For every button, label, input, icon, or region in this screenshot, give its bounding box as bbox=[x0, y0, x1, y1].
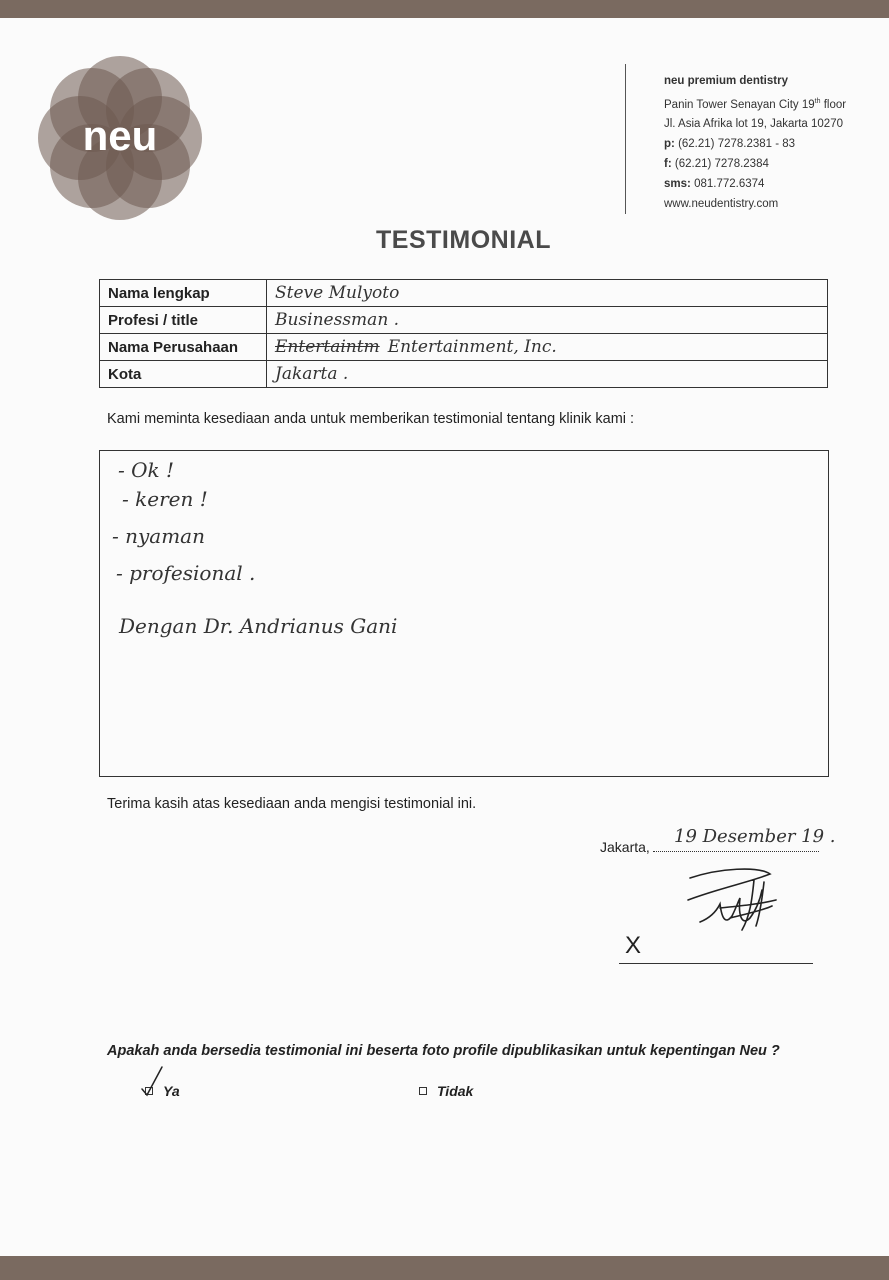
company-value: Entertainment, Inc. bbox=[387, 337, 557, 357]
bottom-border-bar bbox=[0, 1256, 889, 1280]
name-value[interactable]: Steve Mulyoto bbox=[267, 280, 828, 307]
testimonial-line: - keren ! bbox=[122, 487, 208, 511]
website-line: www.neudentistry.com bbox=[664, 197, 779, 210]
table-row bbox=[100, 280, 828, 307]
city-label: Kota bbox=[100, 361, 267, 388]
profession-label: Profesi / title bbox=[100, 307, 267, 334]
consent-no-checkbox[interactable] bbox=[419, 1087, 427, 1095]
neu-logo bbox=[32, 50, 208, 226]
consent-yes-label: Ya bbox=[163, 1083, 180, 1099]
company-struck-text: Entertaintm bbox=[275, 337, 380, 357]
address-line-1: Panin Tower Senayan City 19th floor bbox=[664, 97, 847, 111]
company-name: neu premium dentistry bbox=[664, 75, 788, 87]
testimonial-line: - Ok ! bbox=[118, 458, 175, 482]
request-text: Kami meminta kesediaan anda untuk memberikan testimonial tentang klinik kami : bbox=[107, 411, 635, 427]
date-value[interactable]: 19 Desember 19 . bbox=[674, 826, 836, 847]
date-dotted-line bbox=[653, 851, 819, 852]
name-label: Nama lengkap bbox=[100, 280, 267, 307]
phone-line: p: (62.21) 7278.2381 - 83 bbox=[664, 138, 796, 151]
fax-line: f: (62.21) 7278.2384 bbox=[664, 158, 769, 171]
company-label: Nama Perusahaan bbox=[100, 334, 267, 361]
checkmark-icon bbox=[138, 1063, 168, 1103]
testimonial-line: - profesional . bbox=[116, 561, 256, 585]
company-value-cell[interactable] bbox=[267, 334, 828, 361]
testimonial-line: - nyaman bbox=[112, 524, 205, 548]
thanks-text: Terima kasih atas kesediaan anda mengisi testimonial ini. bbox=[107, 796, 477, 812]
address-line-2: Jl. Asia Afrika lot 19, Jakarta 10270 bbox=[664, 118, 843, 131]
consent-no-label: Tidak bbox=[437, 1083, 474, 1099]
profession-value[interactable]: Businessman . bbox=[267, 307, 828, 334]
table-row bbox=[100, 307, 828, 334]
place-label: Jakarta, bbox=[600, 839, 650, 855]
page-title: TESTIMONIAL bbox=[376, 226, 551, 254]
consent-question: Apakah anda bersedia testimonial ini beserta foto profile dipublikasikan untuk kepentingan Neu ? bbox=[107, 1043, 780, 1059]
company-contact bbox=[664, 72, 884, 214]
city-value[interactable]: Jakarta . bbox=[267, 361, 828, 388]
signature-line[interactable] bbox=[619, 963, 813, 964]
sms-line: sms: 081.772.6374 bbox=[664, 177, 765, 190]
signature-x-mark: X bbox=[625, 932, 642, 959]
logo-text: neu bbox=[82, 112, 158, 159]
signature-icon bbox=[680, 860, 790, 950]
table-row bbox=[100, 334, 828, 361]
info-table bbox=[99, 279, 828, 388]
header-divider bbox=[625, 64, 626, 214]
table-row bbox=[100, 361, 828, 388]
testimonial-line: Dengan Dr. Andrianus Gani bbox=[119, 614, 398, 638]
top-border-bar bbox=[0, 0, 889, 18]
